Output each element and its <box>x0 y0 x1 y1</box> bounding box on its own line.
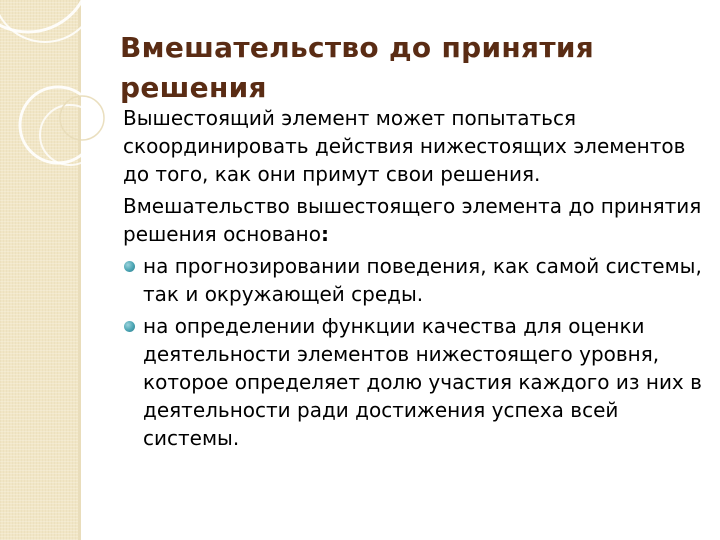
bullet-list <box>123 252 703 452</box>
bullet-icon <box>124 321 135 332</box>
body-paragraph-1: Вышестоящий элемент может попытаться скоординировать действия нижестоящих элементов до того, как они примут свои решения. <box>123 106 686 186</box>
bullet-text-1: на прогнозировании поведения, как самой системы, так и окружающей среды. <box>143 254 702 306</box>
bullet-icon <box>124 261 135 272</box>
body-paragraph-2 <box>123 192 703 248</box>
decorative-circles-icon <box>0 0 110 210</box>
body-paragraph-2-text: Вмешательство вышестоящего элемента до принятия решения основано <box>123 194 702 246</box>
bullet-text-2: на определении функции качества для оценки деятельности элементов нижестоящего уровня, которое определяет долю участия каждого из них в деятельности ради достижения успеха всей системы. <box>143 314 702 450</box>
bullet-item-1 <box>123 252 703 308</box>
slide-title: Вмешательство до принятия решения <box>120 31 595 104</box>
bullet-item-2 <box>123 312 703 452</box>
slide-body <box>123 104 703 456</box>
body-paragraph-2-colon: : <box>320 222 329 246</box>
